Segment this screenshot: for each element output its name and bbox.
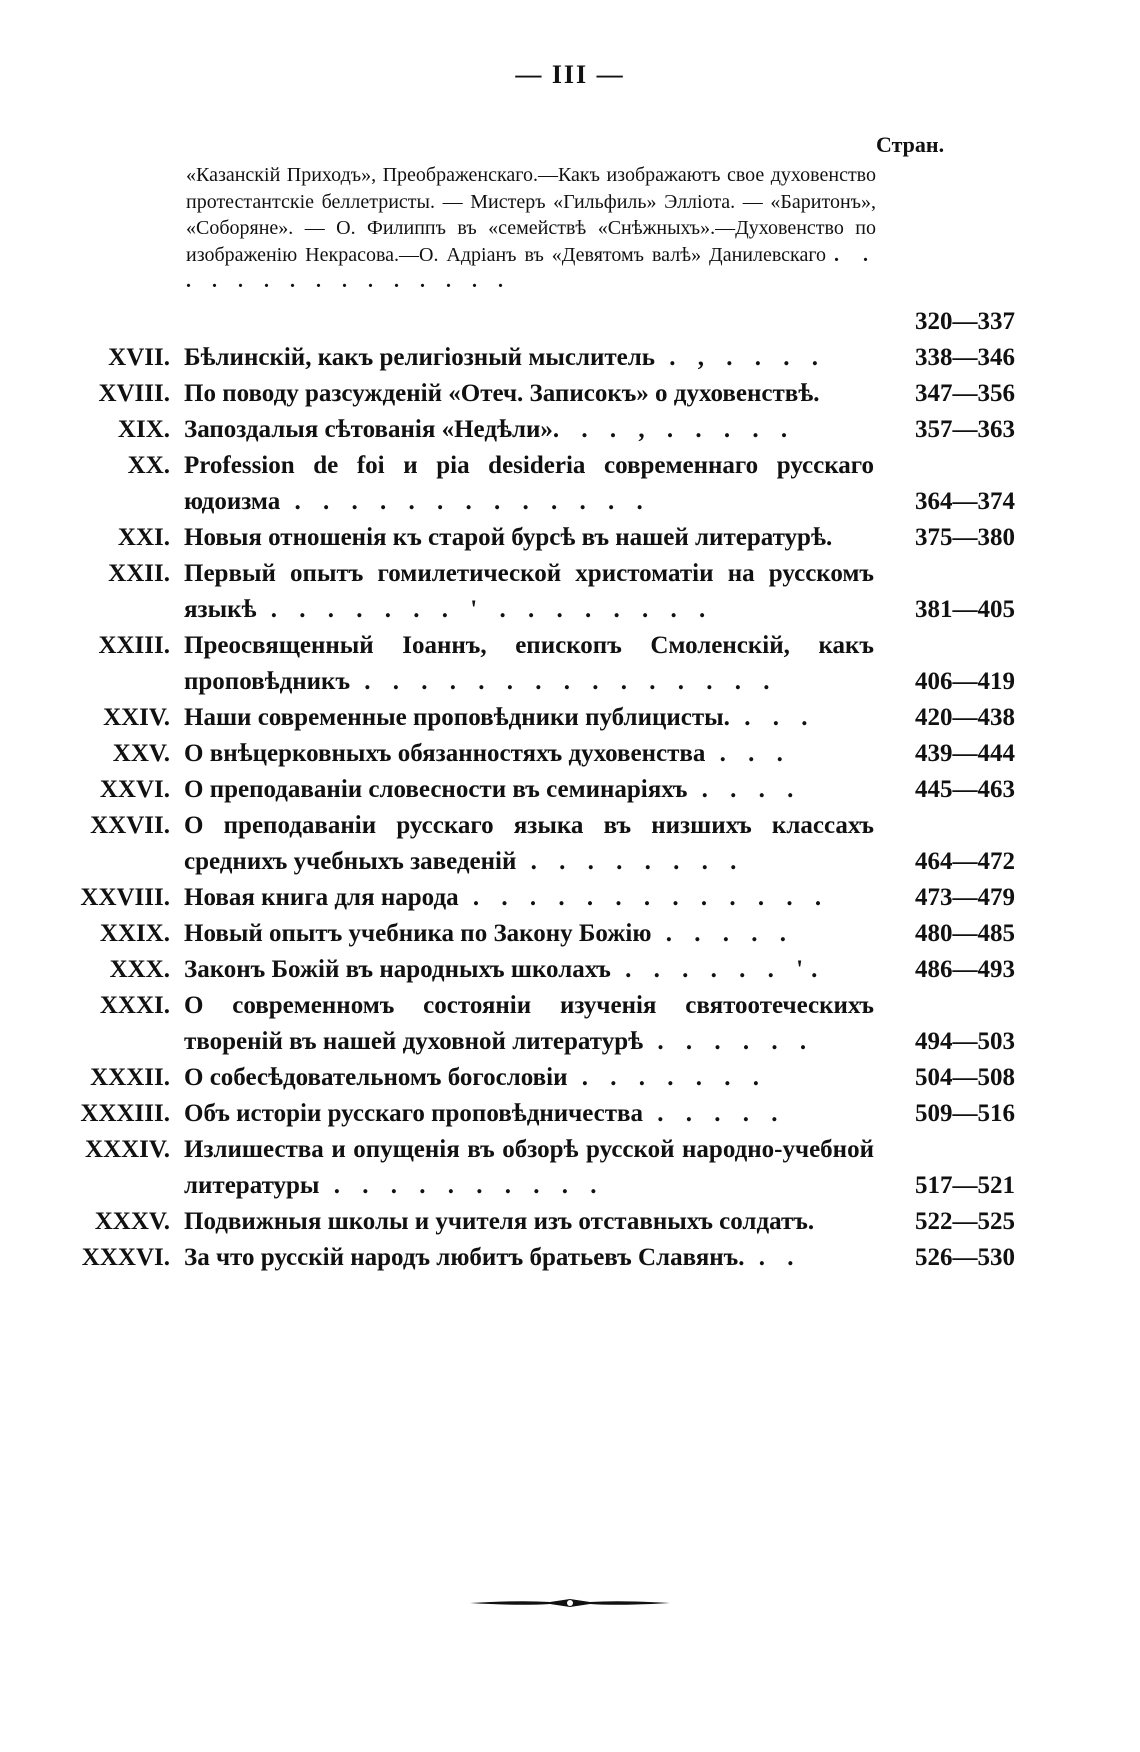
toc-entry-title-text: О преподаваніи русскаго языка въ низшихъ классахъ среднихъ учебныхъ заведеній [184,812,874,875]
toc-entry-title [184,700,874,736]
toc-entry-pages: 526—530 [915,1244,1015,1271]
toc-entry-title-text: Законъ Божій въ народныхъ школахъ [184,956,611,983]
toc-entry-title-text: Первый опытъ гомилетической христоматіи на русскомъ языкѣ [184,560,874,623]
toc-entry-number: XXIV. [103,704,170,731]
toc-entry-title [184,1204,874,1240]
table-of-contents [0,340,1140,1276]
toc-entry-leader-dots: . . . . . . . . . . . . . . . [350,668,778,695]
toc-entry-title-text: О внѣцерковныхъ обязанностяхъ духовенства [184,740,706,767]
toc-entry-title-text: Новыя отношенія къ старой бурсѣ въ нашей литературѣ. [184,524,833,551]
toc-entry-leader-dots: . . . . . . . ' . . . . . . . . [256,596,714,623]
toc-entry-number: XVIII. [98,380,170,407]
toc-entry-pages: 445—463 [915,776,1015,803]
toc-entry-number: XXXI. [99,992,170,1019]
toc-entry-number: XXXV. [94,1208,170,1235]
toc-entry [0,1132,1140,1204]
toc-entry-title [184,412,874,448]
toc-entry-number: XXVII. [90,812,170,839]
toc-entry-leader-dots: . . . [729,704,816,731]
toc-entry-number: XXXIV. [85,1136,170,1163]
toc-entry-number: XXVI. [99,776,170,803]
toc-entry-title [184,340,874,376]
toc-entry-title [184,1132,874,1204]
toc-entry-leader-dots: . . . . . [643,1100,786,1127]
continued-entry-leader-dots: . . . . . . . . . . . . . . . [186,243,877,292]
toc-entry-pages: 494—503 [915,1028,1015,1055]
toc-entry [0,808,1140,880]
continued-entry-pages: 320—337 [915,308,1015,335]
toc-entry-title-text: Излишества и опущенія въ обзорѣ русской народно-учебной литературы [184,1136,874,1199]
toc-entry-pages: 381—405 [915,596,1015,623]
toc-entry [0,988,1140,1060]
toc-entry-leader-dots: . . . , . . . . . [552,416,796,443]
toc-entry-title [184,952,874,988]
toc-entry-number: XXXVI. [81,1244,170,1271]
toc-entry-leader-dots: . . . . . . . . . . [319,1172,605,1199]
end-ornament [470,1596,670,1610]
toc-entry [0,880,1140,916]
toc-entry-number: XXV. [112,740,170,767]
pages-column-header: Стран. [876,132,945,157]
toc-entry [0,700,1140,736]
toc-entry-pages: 338—346 [915,344,1015,371]
toc-entry-title [184,556,874,628]
toc-entry [0,448,1140,520]
toc-entry-leader-dots: . , . . . . [655,344,827,371]
toc-entry [0,1204,1140,1240]
toc-entry-pages: 517—521 [915,1172,1015,1199]
toc-entry-number: XVII. [108,344,170,371]
toc-entry-title [184,1060,874,1096]
toc-entry-title-text: О собесѣдовательномъ богословіи [184,1064,568,1091]
toc-entry-pages: 347—356 [915,380,1015,407]
toc-entry-leader-dots: . . . . . . [643,1028,815,1055]
toc-entry-number: XXI. [117,524,170,551]
toc-entry-pages: 504—508 [915,1064,1015,1091]
toc-entry-leader-dots: . . . . [687,776,802,803]
toc-entry-number: XXVIII. [80,884,170,911]
toc-entry [0,556,1140,628]
toc-entry-title-text: По поводу разсужденій «Отеч. Записокъ» о духовенствѣ. [184,380,820,407]
toc-entry [0,520,1140,556]
toc-entry [0,628,1140,700]
toc-entry-title-text: Новая книга для народа [184,884,459,911]
toc-entry [0,412,1140,448]
toc-entry-title [184,520,874,556]
toc-entry-title [184,880,874,916]
toc-entry-number: XXIII. [98,632,170,659]
toc-entry-leader-dots: . . . . . [651,920,794,947]
toc-entry-title [184,628,874,700]
toc-entry-leader-dots: . . [744,1244,802,1271]
toc-entry [0,952,1140,988]
page-number: — III — [515,60,625,89]
toc-entry [0,376,1140,412]
toc-entry-title [184,1096,874,1132]
toc-entry-title-text: О современномъ состояніи изученія святоотеческихъ твореній въ нашей духовной литературѣ [184,992,874,1055]
toc-entry-leader-dots: . . . . . . . . . . . . . [280,488,651,515]
toc-entry-title [184,1240,874,1276]
toc-entry [0,1096,1140,1132]
toc-entry-title [184,916,874,952]
toc-entry [0,1240,1140,1276]
toc-entry-pages: 522—525 [915,1208,1015,1235]
toc-entry-leader-dots: . . . . . . . [567,1064,767,1091]
toc-entry-title-text: Запоздалыя сѣтованія «Недѣли» [184,416,553,443]
continued-entry-body: «Казанскій Приходъ», Преображенскаго.—Какъ изображаютъ свое духовенство протестантскіе беллетристы. — Мистеръ «Гильфиль» Элліота. — «Баритонъ», «Соборяне». — О. Филиппъ въ «семействѣ «Снѣжныхъ».—Духовенство по изображенію Некрасова.—О. Адріанъ въ «Девятомъ валѣ» Данилевскаго [186,164,876,266]
toc-entry-number: XIX. [117,416,170,443]
toc-entry-title [184,376,874,412]
toc-entry-title-text: Наши современные проповѣдники публицисты. [184,704,730,731]
toc-entry [0,772,1140,808]
toc-entry-title-text: За что русскій народъ любитъ братьевъ Славянъ. [184,1244,745,1271]
toc-entry-pages: 357—363 [915,416,1015,443]
toc-entry-pages: 375—380 [915,524,1015,551]
toc-entry-title-text: Преосвященный Іоаннъ, епископъ Смоленскій, какъ проповѣдникъ [184,632,874,695]
toc-entry [0,1060,1140,1096]
toc-entry-title [184,448,874,520]
toc-entry-number: XXIX. [99,920,170,947]
toc-entry-title [184,808,874,880]
toc-entry-title [184,736,874,772]
toc-entry-pages: 439—444 [915,740,1015,767]
toc-entry-number: XXII. [108,560,170,587]
toc-entry-title-text: О преподаваніи словесности въ семинаріяхъ [184,776,688,803]
toc-entry-number: XXXII. [90,1064,170,1091]
toc-entry-title-text: Подвижныя школы и учителя изъ отставныхъ солдатъ. [184,1208,815,1235]
toc-entry-leader-dots: . . . . . . . . . . . . . [458,884,830,911]
toc-entry [0,916,1140,952]
toc-entry-pages: 486—493 [915,956,1015,983]
toc-entry-title [184,988,874,1060]
toc-entry-leader-dots: . . . . . . . . [516,848,745,875]
toc-entry-pages: 473—479 [915,884,1015,911]
toc-entry-pages: 406—419 [915,668,1015,695]
toc-entry [0,736,1140,772]
toc-entry-leader-dots: . . . [705,740,791,767]
toc-entry [0,340,1140,376]
toc-entry-leader-dots: . . . . . . '. [610,956,826,983]
toc-entry-title-text: Новый опытъ учебника по Закону Божію [184,920,652,947]
toc-entry-title-text: Profession de foi и pia desideria современнаго русскаго юдоизма [184,452,874,515]
toc-entry-number: XX. [127,452,170,479]
toc-entry-number: XXXIII. [80,1100,170,1127]
toc-entry-pages: 509—516 [915,1100,1015,1127]
toc-entry-pages: 364—374 [915,488,1015,515]
toc-entry-number: XXX. [109,956,170,983]
toc-entry-title [184,772,874,808]
toc-entry-pages: 480—485 [915,920,1015,947]
toc-entry-title-text: Бѣлинскій, какъ религіозный мыслитель [184,344,656,371]
toc-entry-pages: 420—438 [915,704,1015,731]
toc-entry-pages: 464—472 [915,848,1015,875]
toc-entry-title-text: Объ исторіи русскаго проповѣдничества [184,1100,644,1127]
continued-entry-text [186,162,876,295]
